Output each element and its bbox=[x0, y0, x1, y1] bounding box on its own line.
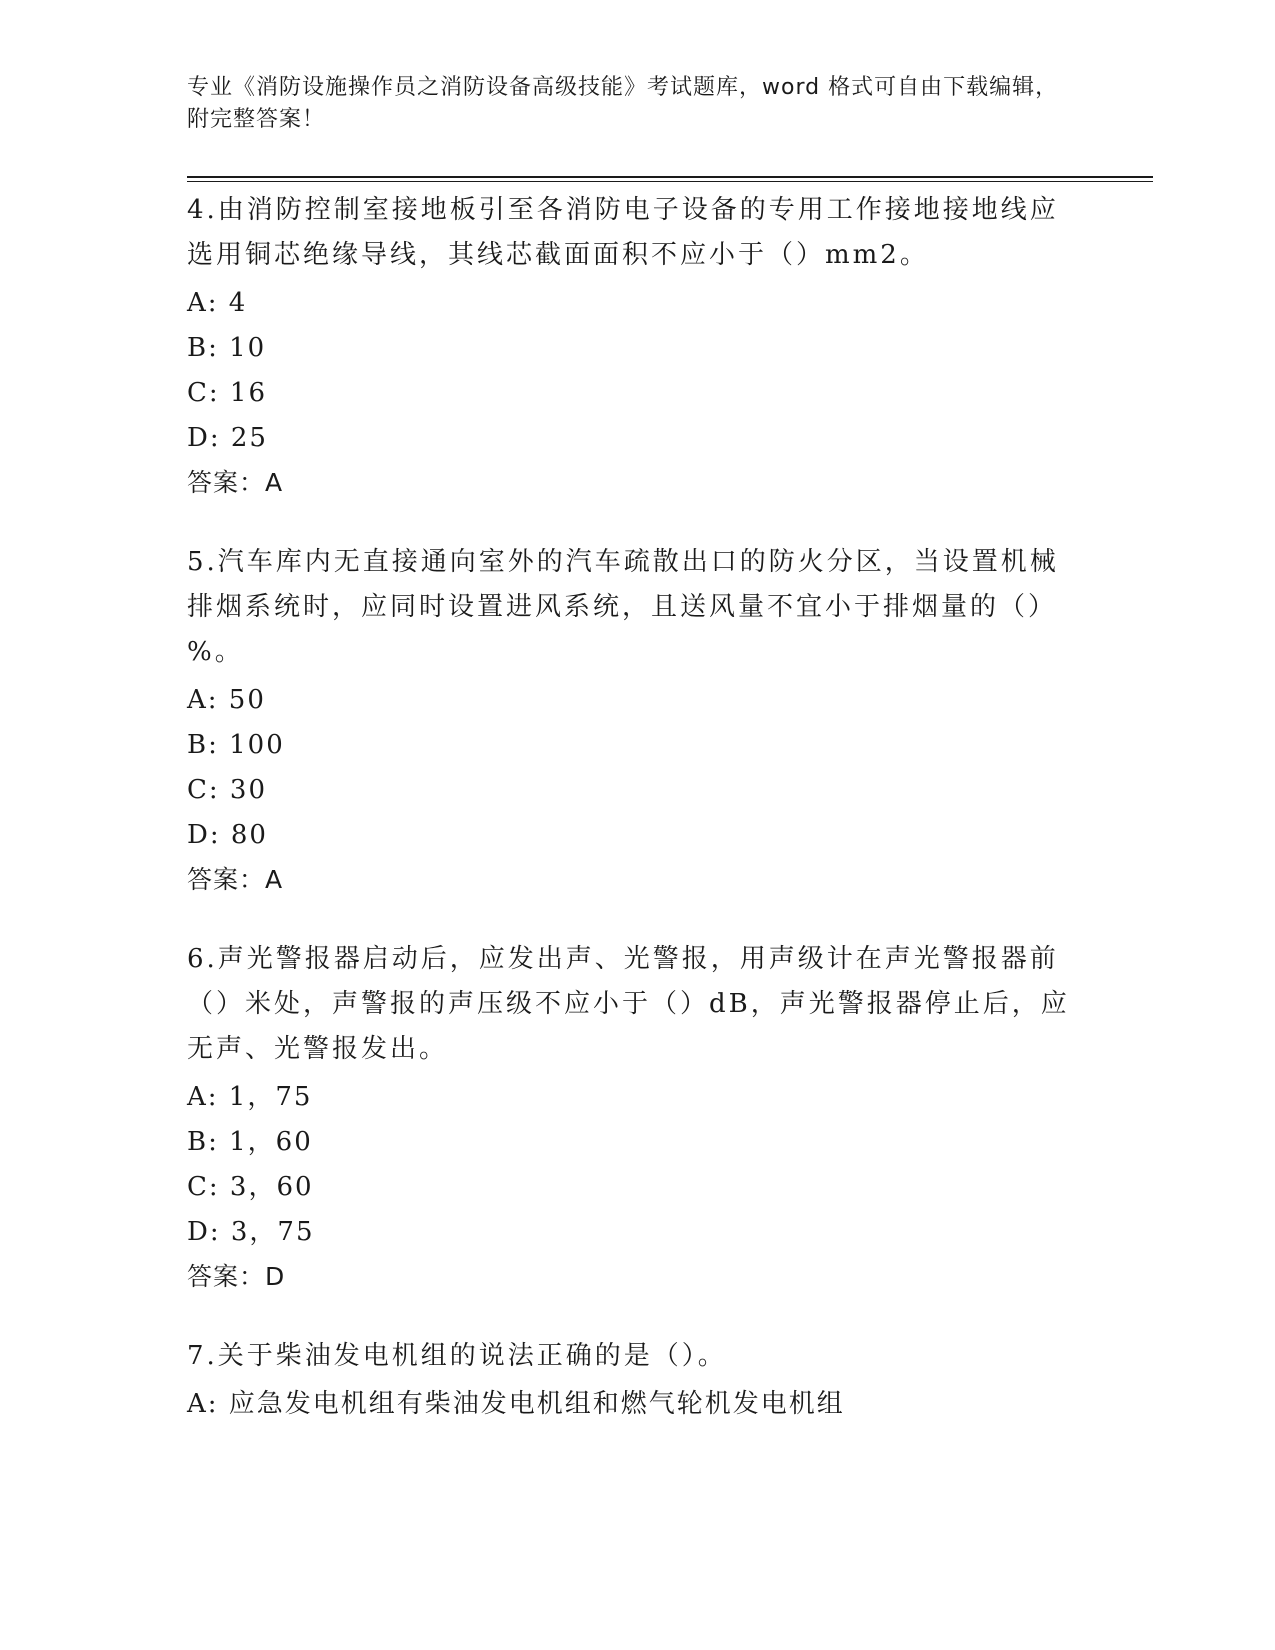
option-c: C: 16 bbox=[187, 378, 268, 408]
option-a: A: 4 bbox=[187, 288, 248, 318]
question-7 bbox=[187, 1334, 1077, 1427]
option-a: A: 50 bbox=[187, 685, 266, 715]
question-4 bbox=[187, 188, 1077, 505]
question-stem: 4.由消防控制室接地板引至各消防电子设备的专用工作接地接地线应选用铜芯绝缘导线，其线芯截面面积不应小于（）mm2。 bbox=[187, 195, 1059, 270]
option-c: C: 3，60 bbox=[187, 1172, 314, 1202]
document-header bbox=[187, 72, 1067, 136]
header-divider-thin bbox=[187, 181, 1153, 182]
answer-line: 答案：A bbox=[187, 468, 284, 497]
answer-line: 答案：D bbox=[187, 1262, 286, 1291]
option-a: A: 应急发电机组有柴油发电机组和燃气轮机发电机组 bbox=[187, 1389, 845, 1419]
option-d: D: 3，75 bbox=[187, 1217, 315, 1247]
question-stem: 7.关于柴油发电机组的说法正确的是（）。 bbox=[187, 1341, 727, 1371]
header-divider-thick bbox=[187, 176, 1153, 178]
option-d: D: 25 bbox=[187, 423, 268, 453]
question-stem: 5.汽车库内无直接通向室外的汽车疏散出口的防火分区，当设置机械排烟系统时，应同时设置进风系统，且送风量不宜小于排烟量的（）%。 bbox=[187, 547, 1059, 667]
question-5 bbox=[187, 540, 1077, 902]
answer-line: 答案：A bbox=[187, 865, 284, 894]
option-b: B: 1，60 bbox=[187, 1127, 313, 1157]
option-c: C: 30 bbox=[187, 775, 268, 805]
header-intro: 专业《消防设施操作员之消防设备高级技能》考试题库，word 格式可自由下载编辑，附完整答案！ bbox=[187, 75, 1059, 132]
question-6 bbox=[187, 937, 1077, 1299]
option-a: A: 1，75 bbox=[187, 1082, 313, 1112]
question-stem: 6.声光警报器启动后，应发出声、光警报，用声级计在声光警报器前（）米处，声警报的声压级不应小于（）dB，声光警报器停止后，应无声、光警报发出。 bbox=[187, 944, 1070, 1064]
option-b: B: 100 bbox=[187, 730, 285, 760]
option-b: B: 10 bbox=[187, 333, 267, 363]
option-d: D: 80 bbox=[187, 820, 268, 850]
question-list bbox=[187, 188, 1077, 1462]
